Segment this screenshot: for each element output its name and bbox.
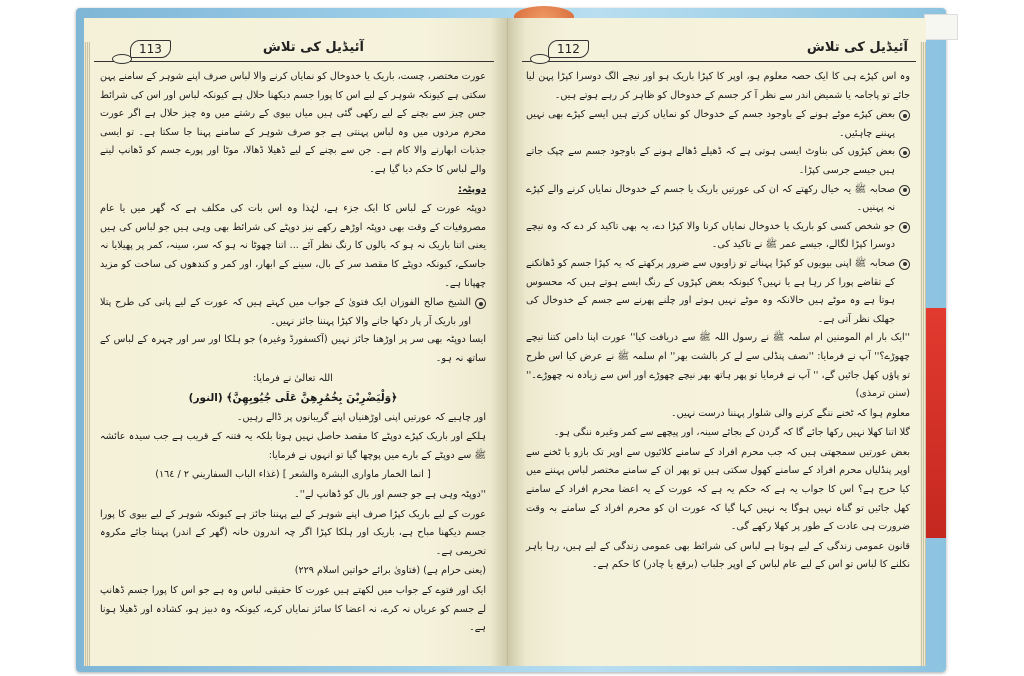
bullet-item — [526, 255, 910, 329]
hadith-quote: ''ایک بار ام المومنین ام سلمہ ﷺ نے رسول اللہ ﷺ سے دریافت کیا'' عورت اپنا دامن کتنا نیچے چھوڑے؟'' آپ نے فرمایا: ''نصف پنڈلی سے لے کر بالشت بھر'' ام سلمہ ﷺ نے عرض کیا اس طرح تو پاؤں کھل جائیں گے، '' آپ نے فرمایا تو پھر ہاتھ بھر نیچے چھوڑے اور اس سے زیادہ نہ چھوڑے۔'' (سنن ترمذی) — [526, 332, 910, 400]
paragraph: ایسا دوپٹہ بھی سر پر اوڑھنا جائز نہیں (آکسفورڈ وغیرہ) جو ہلکا اور سر اور چہرہ کے لباس کے ساتھ نہ ہو۔ — [100, 334, 486, 364]
paragraph: بعض عورتیں سمجھتی ہیں کہ جب محرم افراد کے سامنے کلائیوں سے اوپر تک بازو یا ٹخنے سے اوپر پنڈلیاں محرم افراد کے سامنے کھول سکتی ہیں تو پھر ان کے سامنے مختصر لباس پہننے میں کیا حرج ہے؟ اس کا جواب یہ ہے کہ حکم یہ ہے کہ عورت کے یہ اعضا محرم افراد کے سامنے کھل جائیں تو گناہ نہیں ہوگا یہ نہیں کہا گیا کہ عورت ان کو محرم افراد کے سامنے بہ وقت ضرورت ہی عادت کے طور پر کھلا رکھے گی۔ — [526, 446, 910, 533]
bullet-item — [526, 106, 910, 143]
bullet-flower-icon — [899, 147, 910, 158]
running-title: آئیڈیل کی تلاش — [262, 40, 364, 55]
bullet-flower-icon — [899, 110, 910, 121]
bullet-item — [100, 294, 486, 331]
bullet-text: الشیخ صالح الفوزان ایک فتویٰ کے جواب میں کہتے ہیں کہ عورت کے لیے پانی کی طرح پتلا اور باریک آر پار دکھا جانے والا کپڑا پہننا جائز نہیں۔ — [100, 297, 471, 327]
paragraph: عورت مختصر، چست، باریک یا خدوخال کو نمایاں کرنے والا لباس صرف اپنے شوہر کے سامنے پہن سکتی ہے کیونکہ شوہر کے لیے اس کا پورا جسم دیکھنا حلال ہے کیونکہ لباس اور اس کی شرائط جس چیز سے بچنے کے لیے رکھی گئی ہیں میاں بیوی کے رشتے میں وہ چیز حلال ہے اگر عورت محرم مردوں میں وہ لباس پہنتی ہے جو صرف شوہر کے سامنے پہنا جا سکتا ہے۔ تو ایسی جذبات ابھارنے والا کام ہے۔ جن سے بچنے کے لیے ڈھیلا ڈھالا، موٹا اور پورے جسم کو ڈھانپ لینے والے لباس کا حکم دیا گیا ہے۔ — [100, 71, 486, 175]
bullet-text: بعض کپڑے موٹے ہونے کے باوجود جسم کے خدوخال کو نمایاں کرتے ہیں ایسے کپڑے بھی نہیں پہننے چاہئیں۔ — [526, 109, 895, 139]
bullet-text: جو شخص کسی کو باریک یا خدوخال نمایاں کرنا والا کپڑا دے، یہ بھی تاکید کر دے کہ وہ نیچے دوسرا کپڑا لگالے، جیسے عمر ﷺ نے تاکید کی۔ — [526, 220, 895, 251]
page-number: 113 — [130, 40, 171, 58]
paragraph: گلا اتنا کھلا نہیں رکھا جائے گا کہ گردن کے بجائے سینہ، اور پیچھے سے کمر وغیرہ ننگی ہو۔ — [553, 427, 910, 439]
paragraph: ''دوپٹہ وہی ہے جو جسم اور بال کو ڈھانپ لے''۔ — [294, 489, 486, 501]
paragraph: ایک اور فتوے کے جواب میں لکھتے ہیں عورت کا حقیقی لباس وہ ہے جو اس کا پورا جسم ڈھانپ لے جسم کو عریاں نہ کرے، نہ اعضا کا سائز نمایاں کرے، کیونکہ وہ دبیز ہو، کشادہ اور ڈھیلا ہونا ہے۔ — [100, 585, 486, 634]
paragraph: قانون عمومی زندگی کے لیے ہوتا ہے لباس کی شرائط بھی عمومی زندگی کے لیے ہیں، رہا باہر نکلنے کا لباس تو اس کے لیے عام لباس کے اوپر جلباب (برقع یا چادر) کا حکم ہے۔ — [526, 540, 910, 571]
bullet-flower-icon — [899, 259, 910, 270]
subheading: دوپٹہ: — [458, 183, 486, 195]
bullet-item — [526, 181, 910, 218]
paragraph: (یعنی حرام ہے) (فتاویٰ برائے خواتین اسلام ٢٢٩) — [294, 565, 486, 577]
paragraph: ہلکے اور باریک کپڑے دوپٹے کا مقصد حاصل نہیں ہوتا بلکہ یہ فتنہ کے قریب ہے جب سیدہ عائشہ ﷺ سے دوپٹے کے بارے میں پوچھا گیا تو انہوں نے فرمایا: — [100, 431, 486, 461]
bullet-flower-icon — [899, 185, 910, 196]
bullet-item — [526, 143, 910, 180]
bullet-flower-icon — [475, 298, 486, 309]
running-title: آئیڈیل کی تلاش — [806, 40, 908, 55]
left-page — [84, 18, 508, 666]
bullet-text: صحابہ ﷺ یہ خیال رکھتے کہ ان کی عورتیں باریک یا جسم کے خدوخال نمایاں کرنے والے کپڑے نہ پہنیں۔ — [526, 183, 895, 214]
paragraph: عورت کے لیے باریک کپڑا صرف اپنے شوہر کے لیے پہننا جائز ہے کیونکہ شوہر کے لیے بیوی کا پورا جسم دیکھنا مباح ہے، باریک اور ہلکا کپڑا اگر چہ اندرون خانہ (گھر کے اندر) پہننا جائے مکروہ تحریمی ہے۔ — [100, 508, 486, 557]
left-page-body — [100, 68, 486, 639]
left-page-edges — [84, 42, 90, 666]
quran-verse: ﴿وَلْيَضْرِبْنَ بِخُمُرِهِنَّ عَلَى جُيُوبِهِنَّ﴾ (النور) — [188, 392, 398, 405]
bullet-item — [526, 218, 910, 255]
paragraph: معلوم ہوا کہ ٹخنے ننگے کرنے والی شلوار پہننا درست نہیں۔ — [671, 407, 910, 419]
scroll-ornament-icon — [112, 54, 132, 64]
arabic-quote: [ انما الخمار ماواری البشرة والشعر ] (غذاء الباب السفاريني ٢ / ١٦٤) — [155, 469, 431, 481]
price-sticker — [924, 14, 958, 40]
quote-intro: اللہ تعالیٰ نے فرمایا: — [253, 372, 333, 384]
bullet-text: بعض کپڑوں کی بناوٹ ایسی ہوتی ہے کہ ڈھیلے ڈھالے ہونے کے باوجود جسم سے چپک جاتے ہیں جیسے جرسی کپڑا۔ — [526, 146, 895, 176]
paragraph: دوپٹہ عورت کے لباس کا ایک جزء ہے، لہٰذا وہ اس بات کی مکلف ہے کہ گھر میں یا عام مصروفیات کے وقت بھی دوپٹہ اوڑھے رکھے نیز دوپٹے کی شرائط بھی وہی ہیں جو لباس کی ہیں یعنی اتنا باریک نہ ہو کہ بالوں کا رنگ نظر آئے ... اتنا چھوٹا نہ ہو کہ سر، سینہ، کمر پر پھیلایا نہ جاسکے، کیونکہ دوپٹے کا مقصد سر کے بال، سینے کے ابھار، اور کمر و کندھوں کی ساخت کو مزید چھپانا ہے۔ — [100, 203, 486, 289]
right-page-body — [526, 68, 910, 576]
bullet-text: صحابہ ﷺ اپنی بیویوں کو کپڑا پہناتے تو زاویوں سے ضرور پرکھتے کہ یہ کپڑا جسم کو ڈھانکنے کے تقاضے پورا کر رہا ہے یا نہیں؟ کیونکہ بعض کپڑوں کے رنگ ایسے ہوتے ہیں کہ محسوس ہوتا ہے وہ موٹے ہیں حالانکہ وہ موٹے نہیں ہوتے اور چلنے پھرنے سے جسم کے خدوخال کی جھلک نظر آتی ہے۔ — [526, 257, 895, 325]
right-page — [508, 18, 926, 666]
page-number: 112 — [548, 40, 589, 58]
left-page-header — [94, 40, 494, 62]
bullet-flower-icon — [899, 222, 910, 233]
paragraph: اور چاہیے کہ عورتیں اپنی اوڑھنیاں اپنے گریبانوں پر ڈالے رہیں۔ — [236, 411, 486, 423]
scroll-ornament-icon — [530, 54, 550, 64]
right-page-edges — [920, 42, 926, 666]
paragraph: وہ اس کپڑے ہی کا ایک حصہ معلوم ہو، اوپر کا کپڑا باریک ہو اور نیچے الگ دوسرا کپڑا پہن لیا جائے تو پاجامہ یا شمیض اندر سے نظر آ کر جسم کے خدوخال کو ظاہر کر رہے ہوتے ہیں۔ — [526, 71, 910, 101]
right-page-header — [522, 40, 916, 62]
